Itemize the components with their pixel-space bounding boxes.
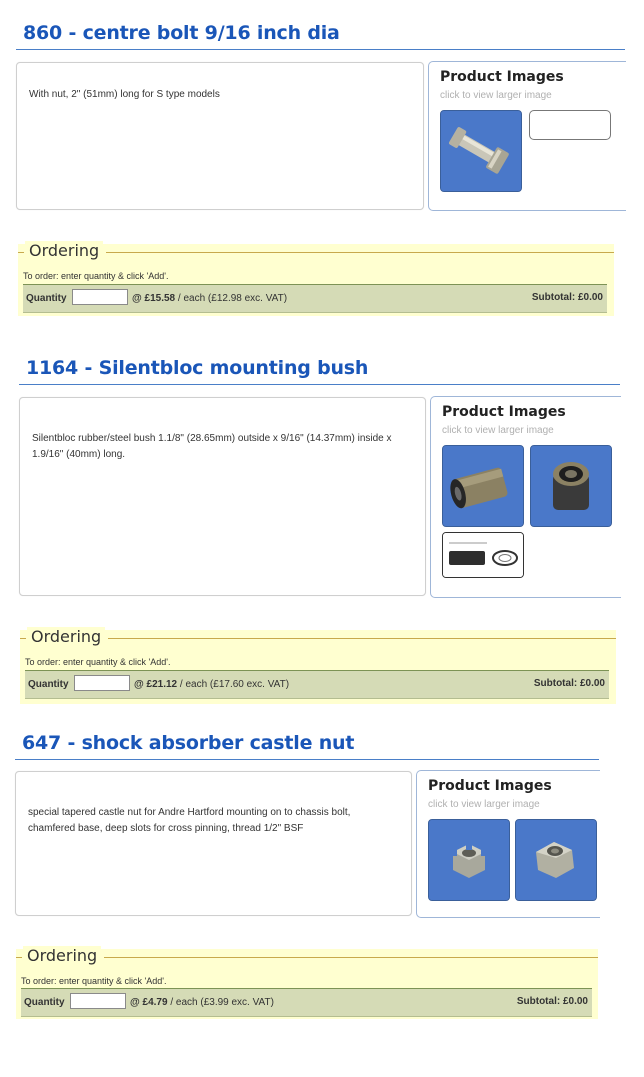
description-text: Silentbloc rubber/steel bush 1.1/8" (28.65mm) outside x 9/16" (14.37mm) inside x 1.9/16" (40mm) long. <box>32 433 392 460</box>
subtotal: Subtotal: £0.00 <box>533 678 605 689</box>
product-title: 860 - centre bolt 9/16 inch dia <box>23 22 340 44</box>
price-value: @ £21.12 <box>134 679 178 690</box>
quantity-label: Quantity <box>26 293 67 304</box>
images-heading: Product Images <box>442 404 566 420</box>
quantity-label: Quantity <box>28 679 69 690</box>
product-title: 1164 - Silentbloc mounting bush <box>26 357 369 379</box>
ordering-legend: Ordering <box>23 946 101 965</box>
quantity-input[interactable] <box>70 993 126 1009</box>
ordering-instructions: To order: enter quantity & click 'Add'. <box>25 657 171 667</box>
images-hint: click to view larger image <box>442 425 554 436</box>
price-detail: / each (£12.98 exc. VAT) <box>175 293 288 304</box>
ordering-divider <box>104 957 598 958</box>
ordering-legend: Ordering <box>25 241 103 260</box>
product-title: 647 - shock absorber castle nut <box>22 732 355 754</box>
castle-nut-top-thumb[interactable] <box>428 819 510 901</box>
product-images-panel <box>416 770 600 918</box>
price-value: @ £4.79 <box>130 997 168 1008</box>
images-hint: click to view larger image <box>428 799 540 810</box>
price-value: @ £15.58 <box>132 293 176 304</box>
images-heading: Product Images <box>428 778 552 794</box>
description-box <box>15 771 412 916</box>
description-text: special tapered castle nut for Andre Hartford mounting on to chassis bolt, chamfered base, deep slots for cross pinning, thread 1/2" BSF <box>28 807 351 834</box>
ordering-section <box>16 946 598 1019</box>
title-rule <box>15 759 599 760</box>
ordering-legend: Ordering <box>27 627 105 646</box>
castle-nut-angle-thumb[interactable] <box>515 819 597 901</box>
subtotal: Subtotal: £0.00 <box>531 292 603 303</box>
quantity-label: Quantity <box>24 997 65 1008</box>
price-detail: / each (£17.60 exc. VAT) <box>177 679 290 690</box>
ordering-divider <box>16 957 22 958</box>
ordering-bar <box>21 988 592 1017</box>
images-hint: click to view larger image <box>440 90 552 101</box>
price-detail: / each (£3.99 exc. VAT) <box>167 997 274 1008</box>
price-text <box>130 997 274 1008</box>
subtotal: Subtotal: £0.00 <box>516 996 588 1007</box>
ordering-instructions: To order: enter quantity & click 'Add'. <box>21 976 167 986</box>
images-heading: Product Images <box>440 69 564 85</box>
description-text: With nut, 2" (51mm) long for S type models <box>29 89 220 100</box>
ordering-instructions: To order: enter quantity & click 'Add'. <box>23 271 169 281</box>
